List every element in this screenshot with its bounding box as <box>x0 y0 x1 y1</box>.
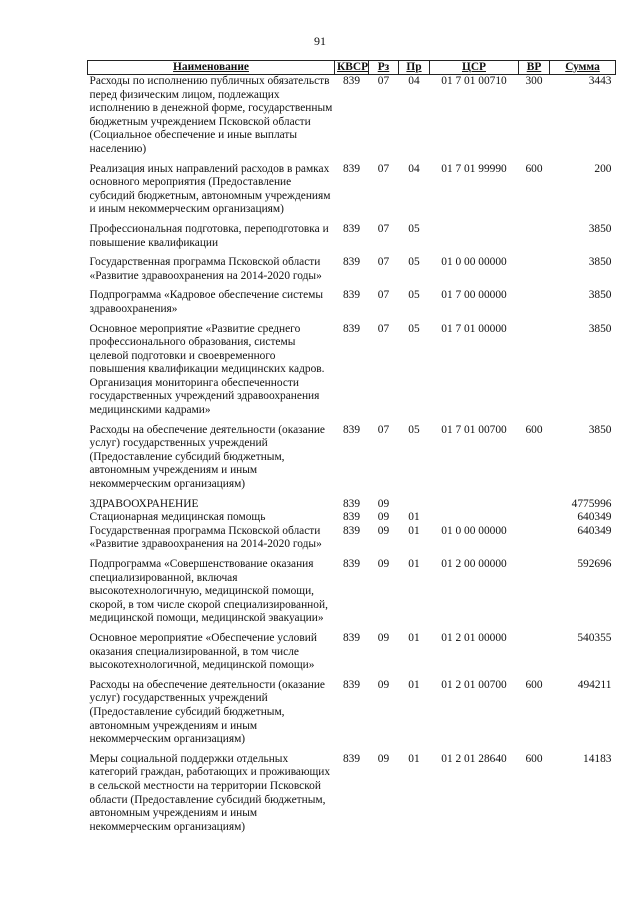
row-pr: 04 <box>408 75 420 87</box>
row-vr: 600 <box>525 423 543 436</box>
table-row <box>88 673 616 747</box>
row-name: Государственная программа Псковской области «Развитие здравоохранения на 2014-2020 годы» <box>89 524 322 551</box>
row-csr: 01 0 00 00000 <box>441 524 507 537</box>
row-vr <box>519 525 550 552</box>
row-vr <box>519 283 550 316</box>
row-sum: 14183 <box>583 752 612 765</box>
row-name: Профессиональная подготовка, переподготовка и повышение квалификации <box>89 222 329 249</box>
table-header-row <box>88 61 616 75</box>
row-rz: 09 <box>377 678 390 691</box>
table-row <box>88 317 616 418</box>
table-row <box>88 250 616 283</box>
row-name: Реализация иных направлений расходов в рамках основного мероприятия (Предоставление субсидий бюджетным, автономным учреждениям и иным некоммерческим организациям) <box>89 162 331 216</box>
row-csr: 01 7 01 00710 <box>441 75 507 87</box>
row-csr: 01 2 00 00000 <box>441 558 507 570</box>
row-name: Государственная программа Псковской области «Развитие здравоохранения на 2014-2020 годы» <box>89 256 322 282</box>
row-pr: 05 <box>408 222 420 235</box>
row-pr: 01 <box>408 678 420 691</box>
table-row <box>88 157 616 217</box>
row-vr <box>519 317 550 418</box>
row-sum: 640349 <box>577 524 612 537</box>
row-rz: 07 <box>377 322 390 335</box>
row-csr <box>430 217 519 250</box>
row-kvsr: 839 <box>342 497 361 510</box>
header-sum: Сумма <box>550 61 616 75</box>
row-csr <box>430 511 519 525</box>
header-csr: ЦСР <box>430 61 519 75</box>
row-vr <box>519 552 550 626</box>
row-rz: 09 <box>377 558 390 570</box>
row-kvsr: 839 <box>342 524 361 537</box>
row-pr: 01 <box>408 558 420 570</box>
row-csr: 01 0 00 00000 <box>441 256 507 269</box>
row-name: Подпрограмма «Кадровое обеспечение системы здравоохранения» <box>89 289 324 315</box>
row-sum: 3850 <box>588 222 612 235</box>
header-vr: ВР <box>519 61 550 75</box>
row-csr <box>430 492 519 512</box>
table-row <box>88 747 616 835</box>
row-rz: 09 <box>377 752 390 765</box>
table-row <box>88 552 616 626</box>
budget-table <box>87 60 616 834</box>
row-name: Меры социальной поддержки отдельных категорий граждан, работающих и проживающих в сельской местности на территории Псковской области (Предоставление субсидий бюджетным, автономным учреждениям и иным некоммерческим организациям) <box>89 752 331 833</box>
row-rz: 07 <box>377 75 390 87</box>
row-name: ЗДРАВООХРАНЕНИЕ <box>89 497 199 510</box>
row-pr: 04 <box>408 162 420 175</box>
row-rz: 09 <box>377 524 390 537</box>
row-vr <box>519 492 550 512</box>
row-rz: 07 <box>377 222 390 235</box>
row-kvsr: 839 <box>342 631 361 644</box>
row-name: Расходы на обеспечение деятельности (оказание услуг) государственных учреждений (Предоставление субсидий бюджетным, автономным учреждениям и иным некоммерческим организациям) <box>89 423 325 491</box>
row-rz: 09 <box>377 497 390 510</box>
row-csr: 01 7 01 00700 <box>441 423 507 436</box>
table-row <box>88 492 616 512</box>
row-kvsr: 839 <box>342 256 361 269</box>
row-rz: 09 <box>377 511 390 524</box>
page-number: 91 <box>314 34 326 48</box>
row-kvsr: 839 <box>342 752 361 765</box>
row-sum: 494211 <box>577 678 612 691</box>
row-csr: 01 2 01 28640 <box>441 752 507 765</box>
header-kvsr: КВСР <box>335 61 369 75</box>
row-rz: 07 <box>377 289 390 302</box>
row-sum: 4775996 <box>571 497 612 510</box>
row-name: Стационарная медицинская помощь <box>89 511 266 524</box>
row-csr: 01 7 00 00000 <box>441 289 507 302</box>
row-kvsr: 839 <box>342 678 361 691</box>
row-csr: 01 7 01 99990 <box>441 162 507 175</box>
row-sum: 592696 <box>577 558 612 570</box>
row-kvsr: 839 <box>342 75 361 87</box>
row-vr: 300 <box>525 75 543 87</box>
row-pr: 01 <box>408 511 420 524</box>
row-name: Подпрограмма «Совершенствование оказания специализированной, включая высокотехнологичную, медицинской помощи, скорой, в том числе скорой специализированной, медицинской помощи, медицинской эвакуации» <box>89 558 328 625</box>
table-row <box>88 525 616 552</box>
row-rz: 07 <box>377 423 390 436</box>
row-pr: 05 <box>408 289 420 302</box>
row-vr <box>519 626 550 673</box>
row-sum: 3850 <box>588 322 612 335</box>
row-name: Основное мероприятие «Развитие среднего профессионального образования, системы целевой подготовки и своевременного повышения квалификации медицинских кадров. Организация мониторинга обеспеченности государственных учреждений здравоохранения медицинскими кадрами» <box>89 322 325 417</box>
row-pr: 05 <box>408 256 420 269</box>
row-csr: 01 2 01 00700 <box>441 678 507 691</box>
row-vr: 600 <box>525 678 543 691</box>
row-rz: 09 <box>377 631 390 644</box>
row-pr <box>399 492 430 512</box>
row-rz: 07 <box>377 256 390 269</box>
row-kvsr: 839 <box>342 558 361 570</box>
table-row <box>88 217 616 250</box>
row-pr: 05 <box>408 423 420 436</box>
row-name: Основное мероприятие «Обеспечение условий оказания специализированной, в том числе высокотехнологичной, медицинской помощи» <box>89 631 317 672</box>
row-pr: 01 <box>408 631 420 644</box>
row-kvsr: 839 <box>342 222 361 235</box>
row-sum: 3850 <box>588 289 612 302</box>
row-vr <box>519 217 550 250</box>
header-rz: Рз <box>369 61 399 75</box>
row-vr <box>519 250 550 283</box>
row-sum: 3850 <box>588 423 612 436</box>
row-pr: 05 <box>408 322 420 335</box>
header-name: Наименование <box>88 61 335 75</box>
row-sum: 640349 <box>577 511 612 524</box>
row-rz: 07 <box>377 162 390 175</box>
table-row <box>88 511 616 525</box>
row-vr: 600 <box>525 162 543 175</box>
row-kvsr: 839 <box>342 511 361 524</box>
row-sum: 3443 <box>588 75 612 87</box>
table-row <box>88 626 616 673</box>
row-csr: 01 7 01 00000 <box>441 322 507 335</box>
table-row <box>88 75 616 157</box>
table-row <box>88 418 616 492</box>
row-kvsr: 839 <box>342 162 361 175</box>
row-kvsr: 839 <box>342 289 361 302</box>
row-sum: 540355 <box>577 631 612 644</box>
row-vr <box>519 511 550 525</box>
row-pr: 01 <box>408 524 420 537</box>
header-pr: Пр <box>399 61 430 75</box>
row-name: Расходы на обеспечение деятельности (оказание услуг) государственных учреждений (Предоставление субсидий бюджетным, автономным учреждениям и иным некоммерческим организациям) <box>89 678 325 746</box>
row-kvsr: 839 <box>342 423 361 436</box>
row-kvsr: 839 <box>342 322 361 335</box>
row-vr: 600 <box>525 752 543 765</box>
row-sum: 200 <box>594 162 612 175</box>
table-row <box>88 283 616 316</box>
row-sum: 3850 <box>588 256 612 269</box>
row-csr: 01 2 01 00000 <box>441 631 507 644</box>
row-name: Расходы по исполнению публичных обязательств перед физическим лицом, подлежащих исполнению в денежной форме, государственным бюджетным учреждением Псковской области (Социальное обеспечение и иные выплаты населению) <box>89 75 333 155</box>
row-pr: 01 <box>408 752 420 765</box>
